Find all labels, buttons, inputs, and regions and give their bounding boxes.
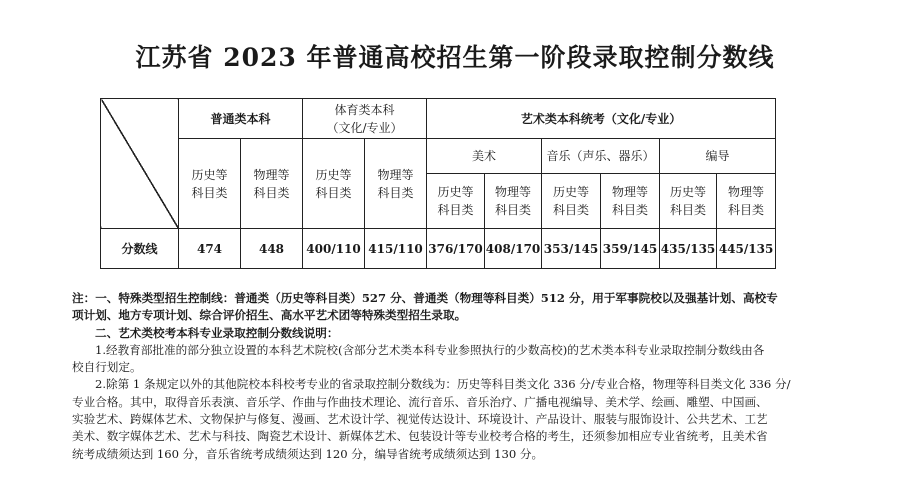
col-tiyu-physics (365, 139, 427, 229)
col-label-line2: 科目类 (315, 185, 352, 200)
subheader-biandao: 编导 (660, 139, 776, 174)
col-label-line1: 物理等 (612, 185, 649, 199)
item2-line5: 统考成绩须达到 160 分，音乐省统考成绩须达到 120 分，编导省统考成绩须达到 130 分。 (72, 446, 544, 461)
header-tiyu-line2: （文化/专业） (326, 120, 403, 135)
score-table (100, 98, 776, 269)
item2-line3: 实验艺术、跨媒体艺术、文物保护与修复、漫画、艺术设计学、视觉传达设计、环境设计、产品设计、服装与服饰设计、公共艺术、工艺 (72, 412, 768, 427)
score-meishu-history: 376/170 (427, 229, 485, 269)
col-label-line1: 历史等 (553, 185, 590, 199)
col-label-line2: 科目类 (437, 203, 474, 217)
col-label-line1: 历史等 (191, 167, 228, 182)
col-yinyue-history (542, 174, 601, 229)
score-putong-history: 474 (179, 229, 241, 269)
col-label-line1: 物理等 (253, 167, 290, 182)
score-meishu-physics: 408/170 (485, 229, 542, 269)
note1-line2: 项计划、地方专项计划、综合评价招生、高水平艺术团等特殊类型招生录取。 (72, 308, 467, 323)
col-label-line2: 科目类 (728, 203, 765, 217)
col-biandao-physics (717, 174, 776, 229)
col-tiyu-history (303, 139, 365, 229)
col-label-line2: 科目类 (670, 203, 707, 217)
score-tiyu-physics: 415/110 (365, 229, 427, 269)
col-label-line1: 物理等 (495, 185, 532, 199)
item1-line2: 校自行划定。 (72, 360, 142, 375)
col-label-line2: 科目类 (191, 185, 228, 200)
score-putong-physics: 448 (241, 229, 303, 269)
subheader-meishu: 美术 (427, 139, 542, 174)
note2-heading: 二、艺术类校考本科专业录取控制分数线说明： (95, 325, 339, 340)
item2-line4: 美术、数字媒体艺术、艺术与科技、陶瓷艺术设计、新媒体艺术、包装设计等专业校考合格的考生，还须参加相应专业省统考，且美术省 (72, 429, 768, 444)
col-label-line1: 物理等 (377, 167, 414, 182)
score-biandao-history: 435/135 (660, 229, 717, 269)
score-biandao-physics: 445/135 (717, 229, 776, 269)
col-label-line2: 科目类 (377, 185, 414, 200)
header-tiyu (303, 99, 427, 139)
item1-line1: 1.经教育部批准的部分独立设置的本科艺术院校(含部分艺术类本科专业参照执行的少数高校)的艺术类本科专业录取控制分数线由各 (95, 342, 765, 357)
item2-line1: 2.除第 1 条规定以外的其他院校本科校考专业的省录取控制分数线为：历史等科目类文化 336 分/专业合格，物理等科目类文化 336 分/ (95, 377, 791, 392)
col-label-line1: 历史等 (315, 167, 352, 182)
col-label-line1: 物理等 (728, 185, 765, 199)
header-yishu: 艺术类本科统考（文化/专业） (427, 99, 776, 139)
col-label-line2: 科目类 (612, 203, 649, 217)
notes-section (72, 290, 817, 463)
col-biandao-history (660, 174, 717, 229)
col-putong-history (179, 139, 241, 229)
col-label-line1: 历史等 (670, 185, 707, 199)
col-yinyue-physics (601, 174, 660, 229)
row-label-score: 分数线 (101, 229, 179, 269)
score-tiyu-history: 400/110 (303, 229, 365, 269)
col-meishu-history (427, 174, 485, 229)
score-yinyue-physics: 359/145 (601, 229, 660, 269)
col-putong-physics (241, 139, 303, 229)
corner-cell (101, 99, 179, 229)
col-meishu-physics (485, 174, 542, 229)
col-label-line1: 历史等 (437, 185, 474, 199)
header-tiyu-line1: 体育类本科 (334, 102, 395, 117)
note1-line1: 注：一、特殊类型招生控制线：普通类（历史等科目类）527 分、普通类（物理等科目类）512 分，用于军事院校以及强基计划、高校专 (72, 291, 778, 305)
score-yinyue-history: 353/145 (542, 229, 601, 269)
col-label-line2: 科目类 (253, 185, 290, 200)
subheader-yinyue: 音乐（声乐、器乐） (542, 139, 660, 174)
page-title: 江苏省 2023 年普通高校招生第一阶段录取控制分数线 (135, 43, 775, 72)
item2-line2: 专业合格。其中，取得音乐表演、音乐学、作曲与作曲技术理论、流行音乐、音乐治疗、广播电视编导、美术学、绘画、雕塑、中国画、 (72, 394, 768, 409)
header-putong: 普通类本科 (179, 99, 303, 139)
col-label-line2: 科目类 (495, 203, 532, 217)
col-label-line2: 科目类 (553, 203, 590, 217)
